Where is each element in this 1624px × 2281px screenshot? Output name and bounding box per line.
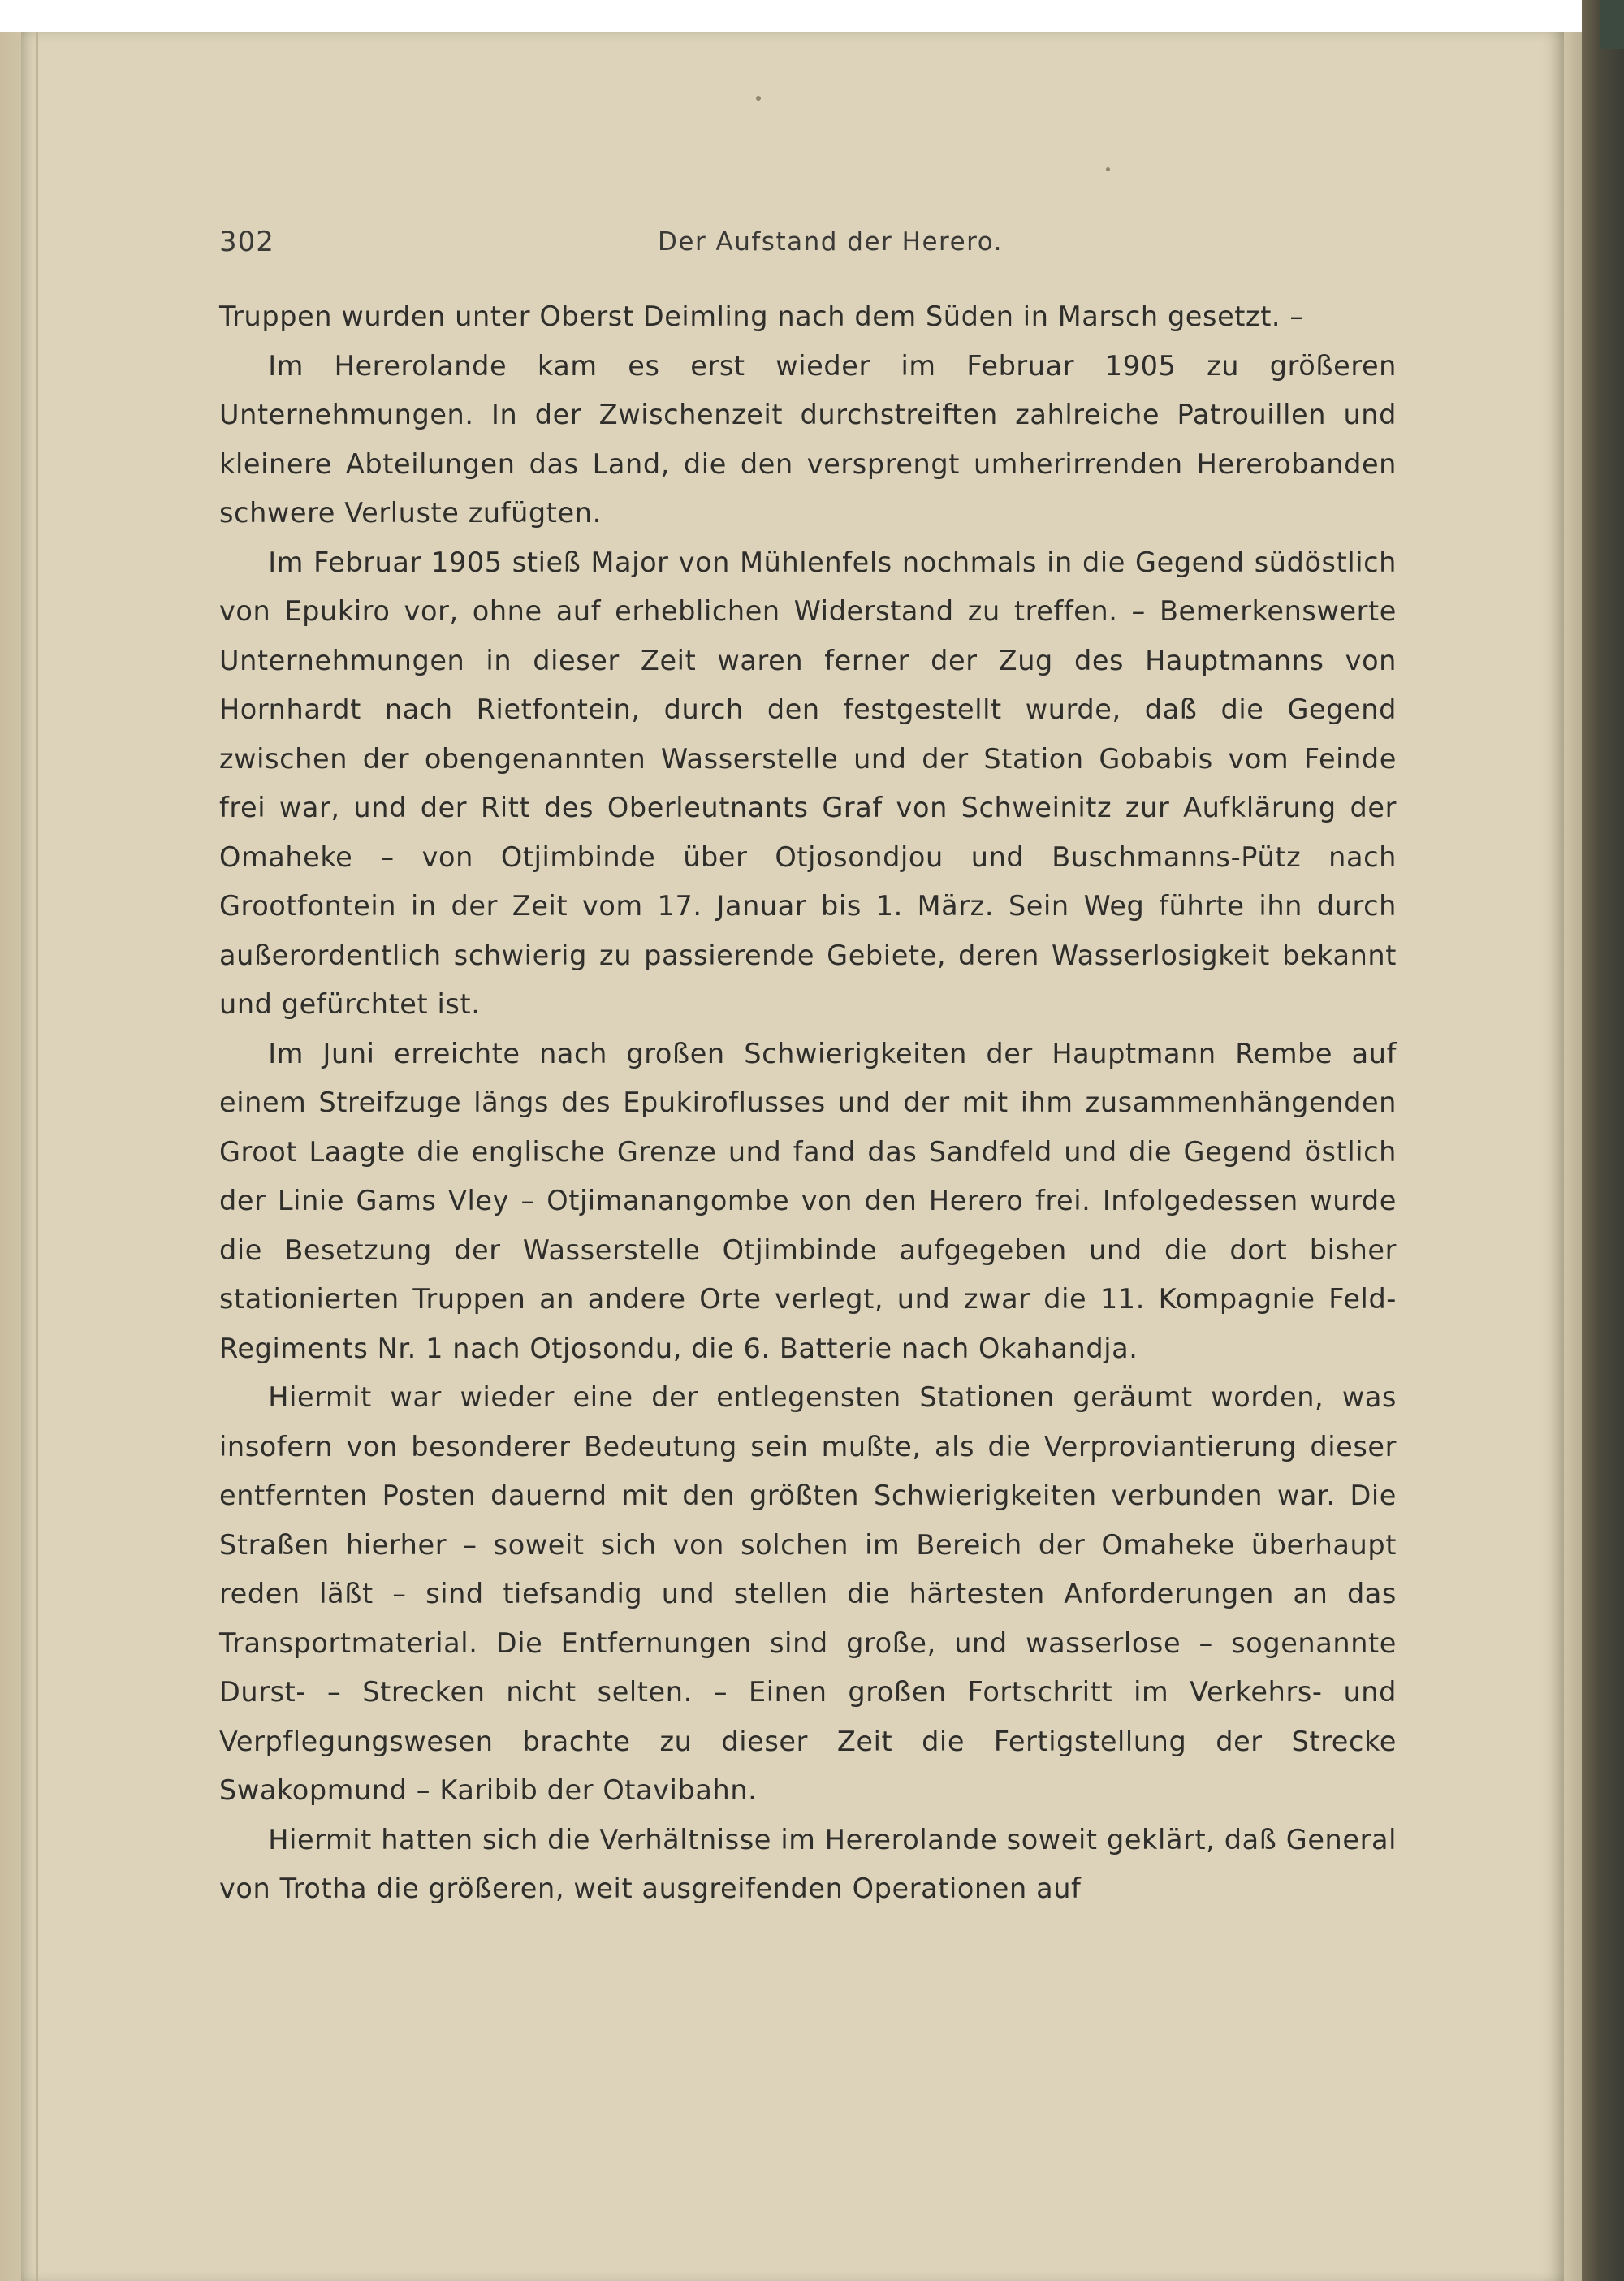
paragraph-3: Im Februar 1905 stieß Major von Mühlenfels nochmals in die Gegend südöstlich von Epukiro vor, ohne auf erheblichen Widerstand zu treffen. – Bemerkenswerte Unternehmungen in dieser Zeit waren ferner der Zug des Hauptmanns von Hornhardt nach Rietfontein, durch den festgestellt wurde, daß die Gegend zwischen der obengenannten Wasserstelle und der Station Gobabis vom Feinde frei war, und der Ritt des Oberleutnants Graf von Schweinitz zur Aufklärung der Omaheke – von Otjimbinde über Otjosondjou und Buschmanns-Pütz nach Grootfontein in der Zeit vom 17. Januar bis 1. März. Sein Weg führte ihn durch außerordentlich schwierig zu passierende Gebiete, deren Wasserlosigkeit bekannt und gefürchtet ist. (219, 546, 1397, 1020)
page-gutter-line (36, 32, 38, 2281)
paragraph-1: Truppen wurden unter Oberst Deimling nach dem Süden in Marsch gesetzt. – (219, 300, 1304, 332)
paragraph-5: Hiermit war wieder eine der entlegensten Stationen geräumt worden, was insofern von besonderer Bedeutung sein mußte, als die Verproviantierung dieser entfernten Posten dauernd mit den größten Schwierigkeiten verbunden war. Die Straßen hierher – soweit sich von solchen im Bereich der Omaheke überhaupt reden läßt – sind tiefsandig und stellen die härtesten Anforderungen an das Transportmaterial. Die Entfernungen sind große, und wasserlose – sogenannte Durst- – Strecken nicht selten. – Einen großen Fortschritt im Verkehrs- und Verpflegungswesen brachte zu dieser Zeit die Fertigstellung der Strecke Swakopmund – Karibib der Otavibahn. (219, 1381, 1397, 1806)
running-title: Der Aufstand der Herero. (658, 227, 1003, 257)
body-text (219, 292, 1397, 1914)
book-cover-corner (1600, 0, 1624, 49)
book-cover-edge (1582, 0, 1624, 2281)
page-number: 302 (219, 226, 274, 258)
paragraph-4: Im Juni erreichte nach großen Schwierigkeiten der Hauptmann Rembe auf einem Streifzuge längs des Epukiroflusses und der mit ihm zusammenhängenden Groot Laagte die englische Grenze und fand das Sandfeld und die Gegend östlich der Linie Gams Vley – Otjimanangombe von den Herero frei. Infolgedessen wurde die Besetzung der Wasserstelle Otjimbinde aufgegeben und die dort bisher stationierten Truppen an andere Orte verlegt, und zwar die 11. Kompagnie Feld-Regiments Nr. 1 nach Otjosondu, die 6. Batterie nach Okahandja. (219, 1037, 1397, 1364)
paper-speck (1106, 167, 1110, 171)
paragraph-2: Im Hererolande kam es erst wieder im Februar 1905 zu größeren Unternehmungen. In der Zwischenzeit durchstreiften zahlreiche Patrouillen und kleinere Abteilungen das Land, die den versprengt umherirrenden Hererobanden schwere Verluste zufügten. (219, 349, 1397, 529)
scan-top-margin (0, 0, 1624, 32)
running-header (219, 226, 1413, 266)
paper-speck (756, 96, 761, 101)
paragraph-6: Hiermit hatten sich die Verhältnisse im Hererolande soweit geklärt, daß General von Trotha die größeren, weit ausgreifenden Operationen auf (219, 1823, 1397, 1904)
